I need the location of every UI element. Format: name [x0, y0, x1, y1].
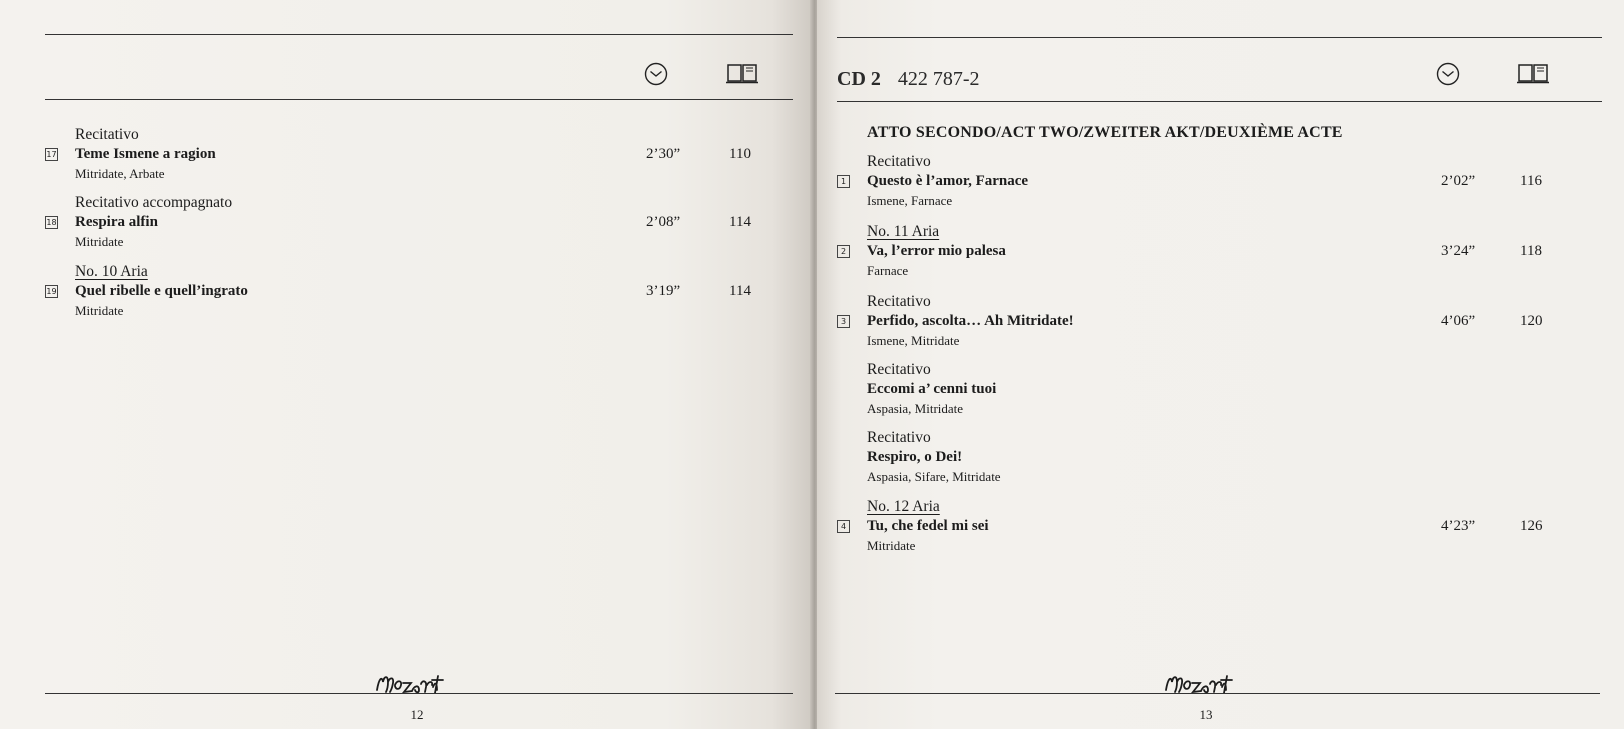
track-entry [817, 223, 1624, 293]
track-title: Respiro, o Dei! [867, 449, 963, 465]
track-entry [817, 498, 1624, 568]
section-heading: ATTO SECONDO/ACT TWO/ZWEITER AKT/DEUXIÈME ACTE [867, 124, 1343, 141]
track-number-box: 1 [837, 175, 850, 188]
footer-rule [45, 693, 793, 694]
page-number: 13 [1199, 707, 1213, 722]
track-roles: Ismene, Mitridate [867, 333, 960, 348]
recitative-heading: Recitativo [867, 361, 931, 378]
track-number-box: 3 [837, 315, 850, 328]
recitative-heading: Recitativo [867, 429, 931, 446]
header-rule [45, 99, 793, 100]
recitative-heading: Recitativo [867, 293, 931, 310]
aria-heading: No. 10 Aria [75, 263, 148, 280]
track-duration: 2’30” [646, 146, 681, 162]
track-title: Teme Ismene a ragion [75, 146, 216, 162]
libretto-page-ref: 118 [1520, 243, 1542, 259]
track-number-box: 17 [46, 150, 57, 159]
libretto-page-ref: 126 [1520, 518, 1543, 534]
top-rule [837, 37, 1602, 38]
track-title: Perfido, ascolta… Ah Mitridate! [867, 313, 1074, 329]
track-roles: Farnace [867, 263, 909, 278]
track-number-box: 4 [837, 520, 850, 533]
open-book-icon [726, 62, 758, 84]
libretto-page-ref: 120 [1520, 313, 1543, 329]
track-duration: 4’06” [1441, 313, 1476, 329]
aria-heading: No. 12 Aria [867, 498, 940, 515]
track-number-box: 18 [46, 218, 57, 227]
track-roles: Aspasia, Sifare, Mitridate [867, 469, 1001, 484]
track-entry [817, 361, 1624, 431]
track-roles: Mitridate, Arbate [75, 166, 165, 181]
track-duration: 3’24” [1441, 243, 1476, 259]
header-rule [837, 101, 1602, 102]
aria-heading: No. 11 Aria [867, 223, 940, 240]
track-roles: Aspasia, Mitridate [867, 401, 964, 416]
top-rule [45, 34, 793, 35]
recitative-heading: Recitativo [867, 153, 931, 170]
track-entry [817, 429, 1624, 499]
track-duration: 3’19” [646, 283, 681, 299]
track-number-box: 19 [46, 287, 57, 296]
track-roles: Mitridate [867, 538, 916, 553]
track-duration: 2’02” [1441, 173, 1476, 189]
libretto-page-ref: 114 [729, 214, 751, 230]
recitative-heading: Recitativo [75, 126, 139, 143]
cd-number: CD 2 [837, 68, 881, 90]
track-roles: Ismene, Farnace [867, 193, 953, 208]
libretto-page-ref: 116 [1520, 173, 1542, 189]
track-title: Va, l’error mio palesa [867, 243, 1006, 259]
track-entry [817, 153, 1624, 223]
track-number-box: 2 [837, 245, 850, 258]
right-page [817, 0, 1624, 729]
cd-label [837, 68, 980, 91]
page-number: 12 [410, 707, 424, 722]
clock-icon [1436, 62, 1460, 86]
track-entry [0, 263, 812, 333]
track-duration: 2’08” [646, 214, 681, 230]
track-entry [817, 293, 1624, 363]
footer-rule [835, 693, 1600, 694]
libretto-page-ref: 110 [729, 146, 751, 162]
track-title: Eccomi a’ cenni tuoi [867, 381, 997, 397]
track-duration: 4’23” [1441, 518, 1476, 534]
track-entry [0, 194, 812, 264]
open-book-icon [1517, 62, 1549, 84]
catalog-number: 422 787-2 [897, 68, 980, 90]
track-title: Respira alfin [75, 214, 158, 230]
libretto-page-ref: 114 [729, 283, 751, 299]
clock-icon [644, 62, 668, 86]
track-roles: Mitridate [75, 303, 124, 318]
track-title: Questo è l’amor, Farnace [867, 173, 1029, 189]
track-title: Tu, che fedel mi sei [867, 518, 989, 534]
track-entry [0, 126, 812, 196]
recitative-heading: Recitativo accompagnato [75, 194, 233, 211]
track-roles: Mitridate [75, 234, 124, 249]
track-title: Quel ribelle e quell’ingrato [75, 283, 248, 299]
